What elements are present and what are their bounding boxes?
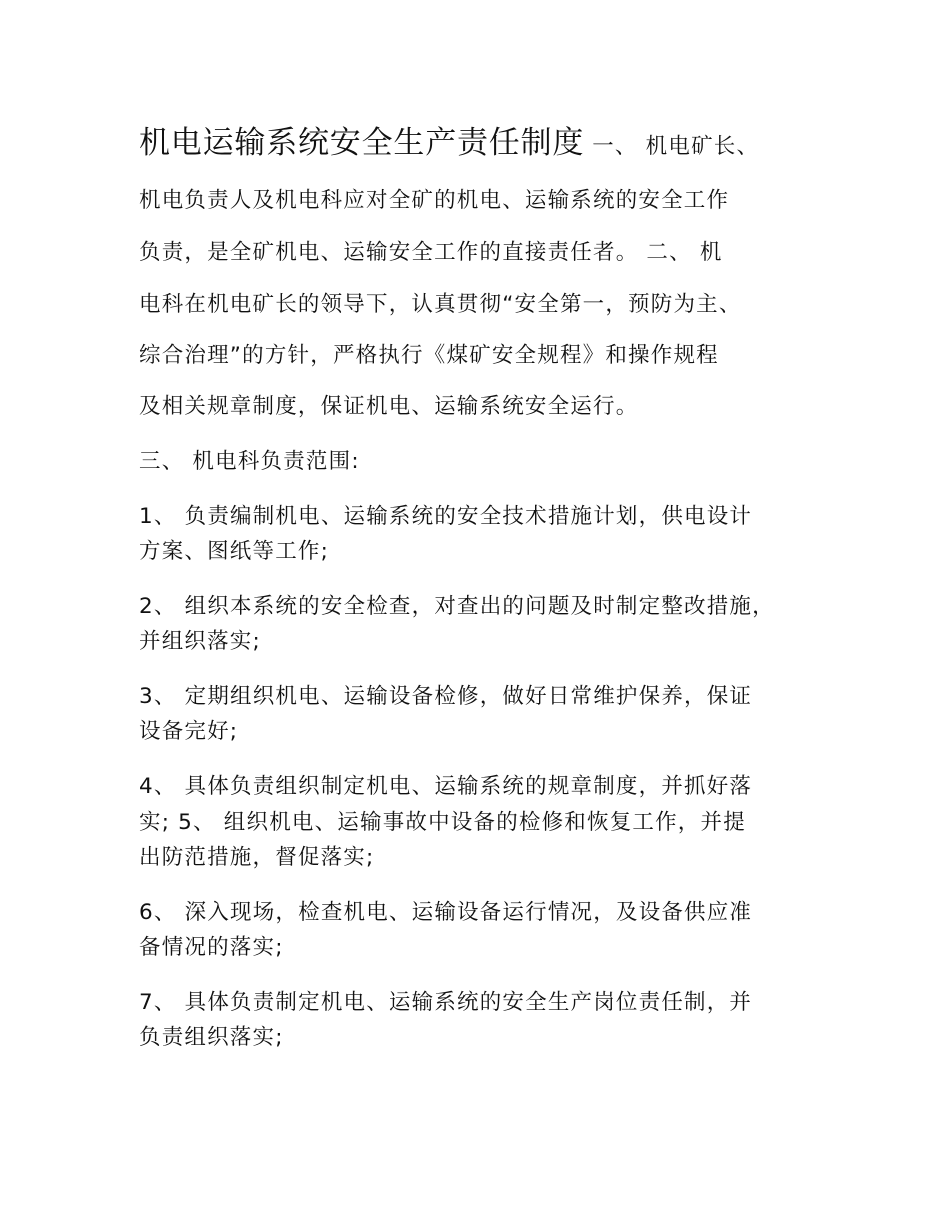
list-item-line: 3、 定期组织机电、运输设备检修，做好日常维护保养，保证 xyxy=(139,684,753,709)
list-item-line: 方案、图纸等工作; xyxy=(139,539,330,564)
paragraph-line: 综合治理”的方针，严格执行《煤矿安全规程》和操作规程 xyxy=(139,343,719,368)
list-item-line: 6、 深入现场，检查机电、运输设备运行情况，及设备供应准 xyxy=(139,900,753,925)
list-item-line: 出防范措施，督促落实; xyxy=(139,845,375,870)
list-item-line: 设备完好; xyxy=(139,719,239,744)
list-item-line: 备情况的落实; xyxy=(139,935,284,960)
list-item-line: 2、 组织本系统的安全检查，对查出的问题及时制定整改措施， xyxy=(139,594,775,619)
paragraph-line: 电科在机电矿长的领导下，认真贯彻“安全第一，预防为主、 xyxy=(139,292,742,317)
list-item-line: 实; 5、 组织机电、运输事故中设备的检修和恢复工作，并提 xyxy=(139,810,746,835)
list-item-line: 1、 负责编制机电、运输系统的安全技术措施计划，供电设计 xyxy=(139,504,753,529)
list-item-line: 7、 具体负责制定机电、运输系统的安全生产岗位责任制，并 xyxy=(139,990,753,1015)
document-title: 机电运输系统安全生产责任制度 xyxy=(139,125,585,161)
title-line xyxy=(139,125,760,162)
paragraph-line: 机电负责人及机电科应对全矿的机电、运输系统的安全工作 xyxy=(139,188,730,213)
clause-1-start: 一、 机电矿长、 xyxy=(584,134,760,159)
section-heading: 三、 机电科负责范围: xyxy=(139,449,360,474)
list-item-line: 4、 具体负责组织制定机电、运输系统的规章制度，并抓好落 xyxy=(139,774,753,799)
list-item-line: 并组织落实; xyxy=(139,629,261,654)
paragraph-line: 及相关规章制度，保证机电、运输系统安全运行。 xyxy=(139,394,639,419)
paragraph-line: 负责，是全矿机电、运输安全工作的直接责任者。 二、 机 xyxy=(139,240,723,265)
list-item-line: 负责组织落实; xyxy=(139,1025,284,1050)
